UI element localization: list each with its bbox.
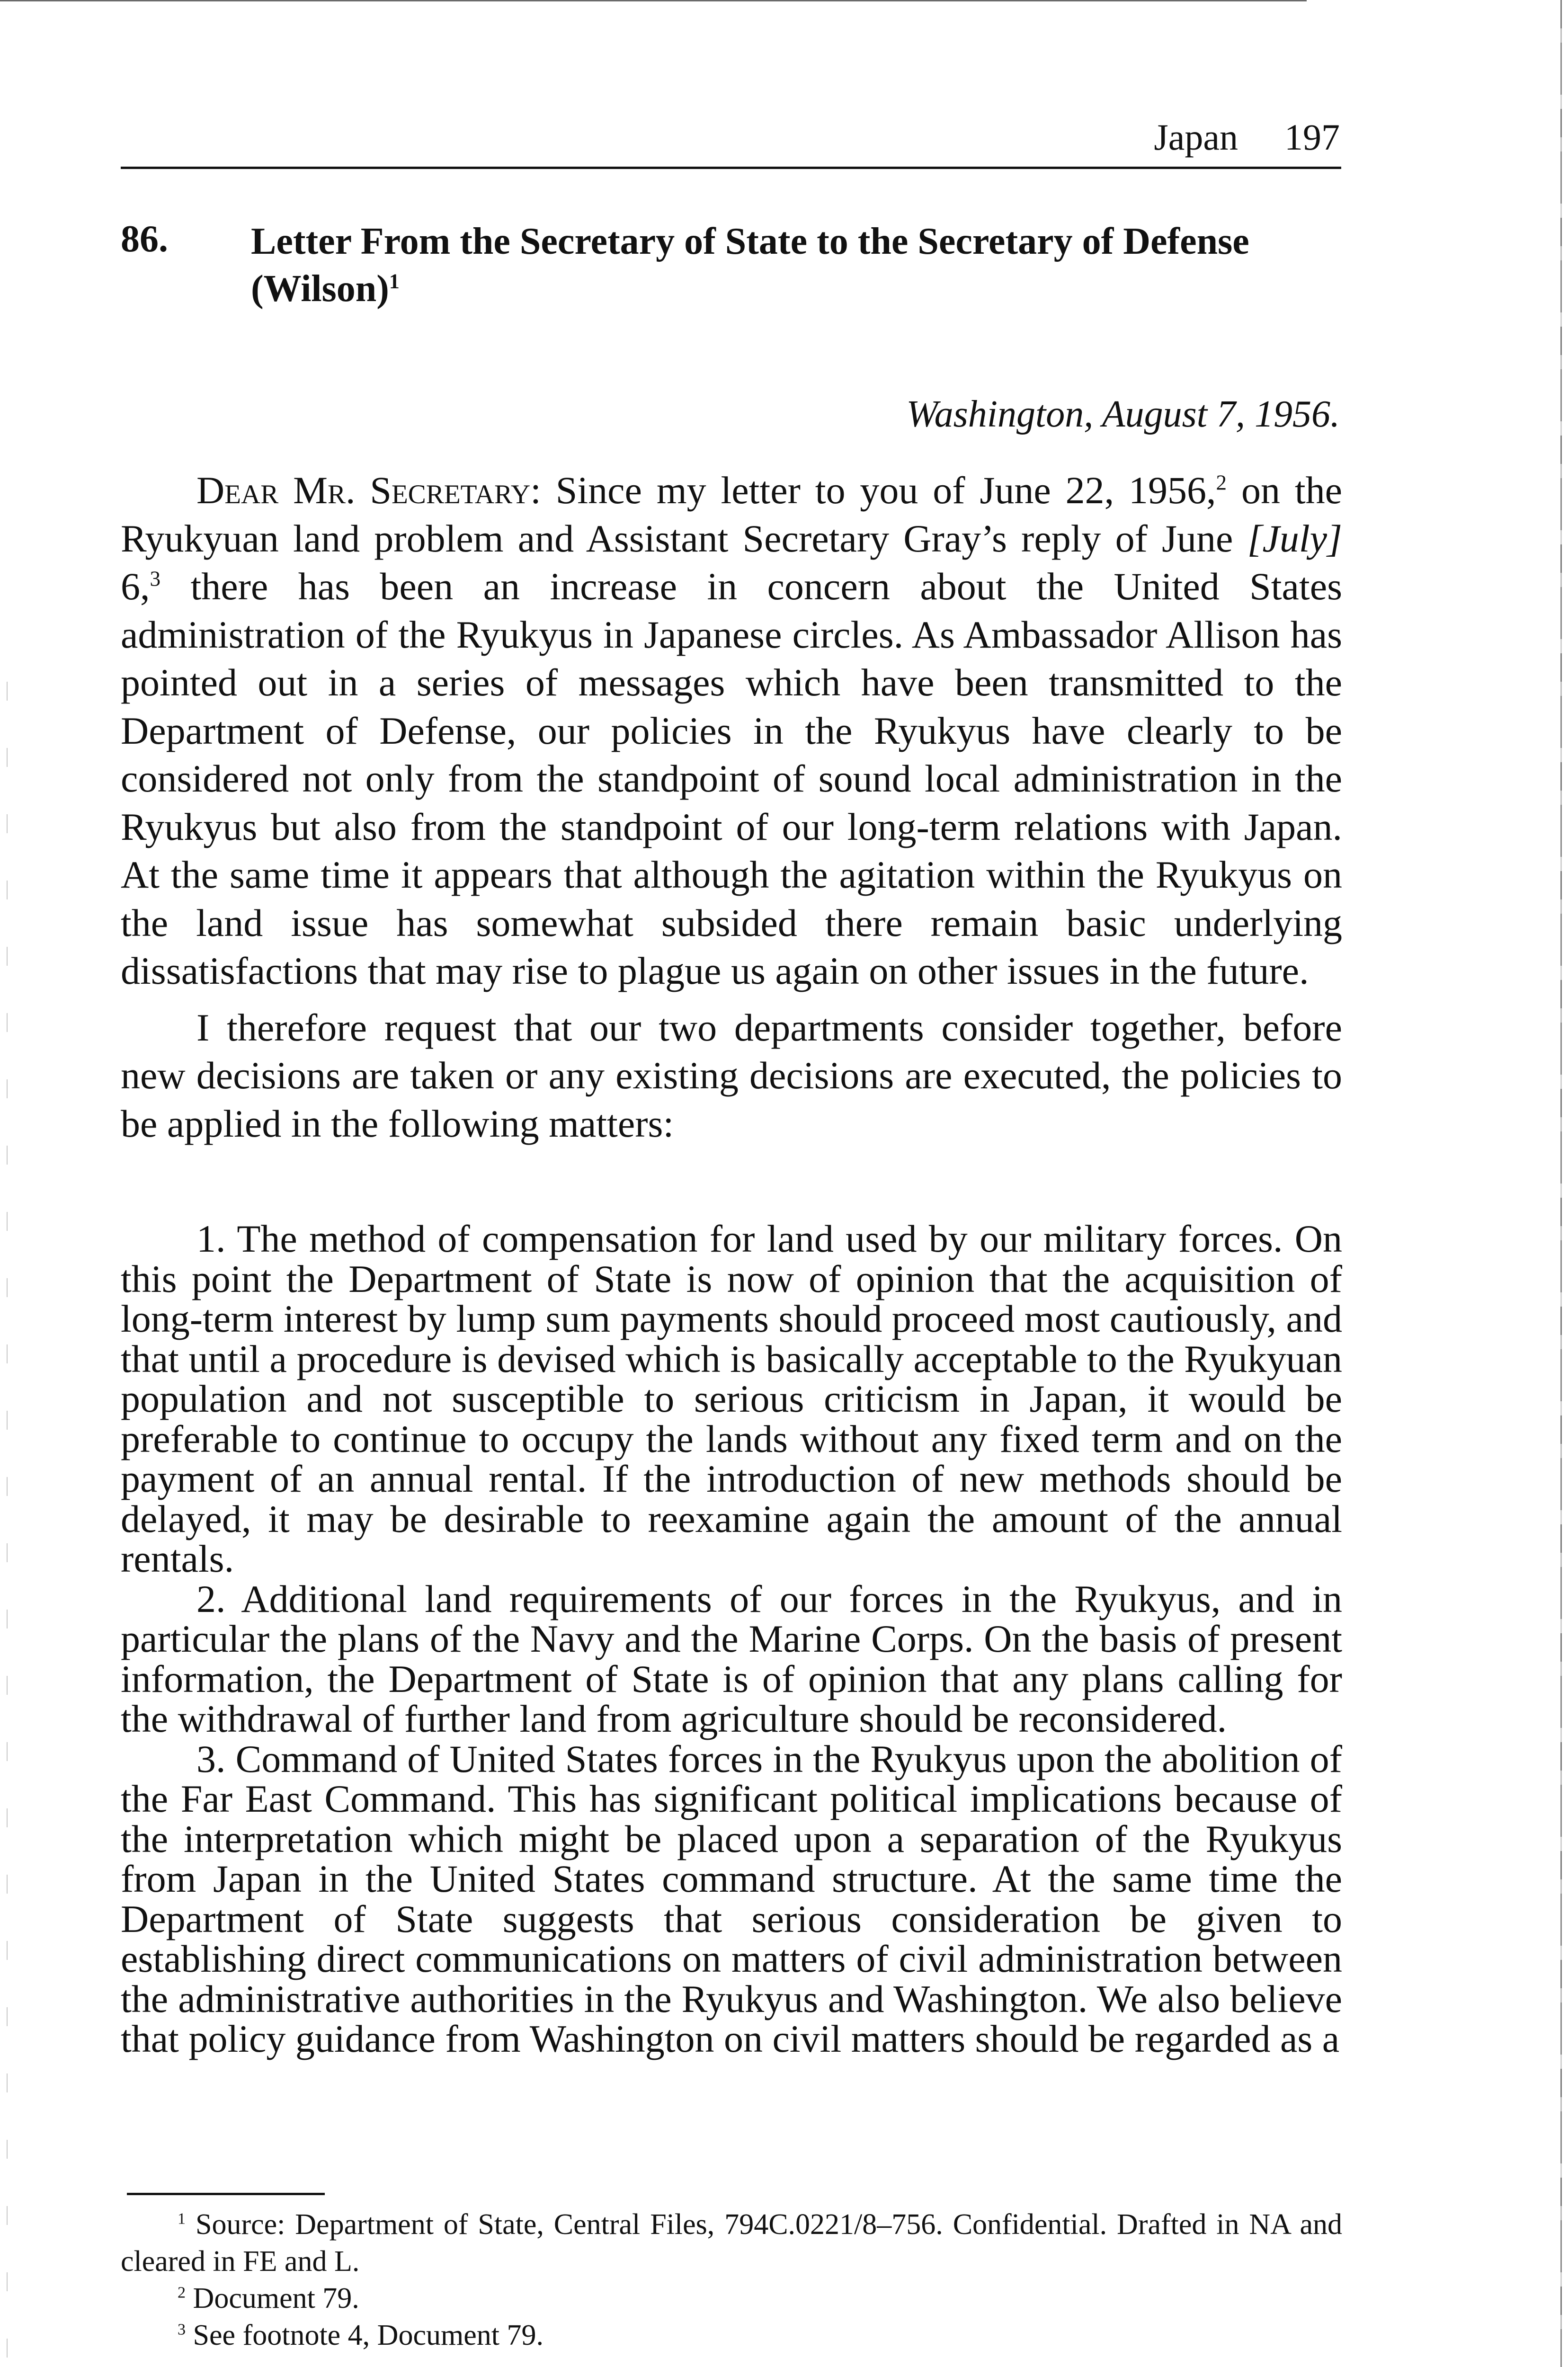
paragraph-1-text-a: Since my letter to you of June 22, 1956, [541, 469, 1216, 512]
footnote-mark: 3 [178, 2321, 186, 2339]
scan-edge-top [0, 0, 1307, 1]
footnote-2 [121, 2280, 1342, 2317]
footnote-mark: 2 [178, 2284, 186, 2302]
document-number: 86. [121, 218, 168, 260]
footnote-1 [121, 2206, 1342, 2280]
paragraph-1-text-c: 6, [121, 565, 150, 608]
footnote-text: Source: Department of State, Central Files, 794C.0221/8–756. Confidential. Drafted in NA and cleared in FE and L. [121, 2208, 1343, 2278]
bracketed-date: [July] [1247, 516, 1342, 560]
header-rule [121, 167, 1341, 169]
paragraph-1-text-b: on the Ryukyuan land problem and Assistant Secretary Gray’s reply of June [121, 469, 1342, 560]
footnote-mark: 1 [178, 2210, 186, 2228]
scan-edge-left [7, 682, 8, 2367]
list-item: 2. Additional land requirements of our forces in the Ryukyus, and in particular the plans of the Navy and the Marine Corps. On the basis of present information, the Department of State is of opinion that any plans calling for the withdrawal of further land from agriculture should be reconsidered. [121, 1577, 1342, 1740]
page-number: 197 [1284, 116, 1340, 158]
running-head-section: Japan [1154, 116, 1238, 158]
document-title [251, 218, 1292, 312]
footnote-text: See footnote 4, Document 79. [193, 2319, 543, 2351]
letter-body [121, 466, 1342, 1148]
paragraph-1 [121, 466, 1342, 995]
paragraph-2: I therefore request that our two departments consider together, before new decisions are taken or any existing decisions are executed, the policies to be applied in the following matters: [121, 1006, 1342, 1145]
footnote-3 [121, 2317, 1342, 2354]
salutation: Dear Mr. Secretary: [196, 469, 541, 512]
matters-list [121, 1219, 1342, 2059]
footnote-ref-3: 3 [150, 567, 161, 591]
paragraph-1-text-d: there has been an increase in concern about the United States administration of the Ryukyus in Japanese circles. As Ambassador Allison has pointed out in a series of messages which have been transmitted to the Department of Defense, our policies in the Ryukyus have clearly to be considered not only from the standpoint of sound local administration in the Ryukyus but also from the standpoint of our long-term relations with Japan. At the same time it appears that although the agitation within the Ryukyus on the land issue has somewhat subsided there remain basic underlying dissatisfactions that may rise to plague us again on other issues in the future. [121, 565, 1342, 992]
dateline: Washington, August 7, 1956. [906, 393, 1340, 435]
footnote-rule [127, 2193, 325, 2195]
list-item: 3. Command of United States forces in the Ryukyus upon the abolition of the Far East Command. This has significant political implications because of the interpretation which might be placed upon a separation of the Ryukyus from Japan in the United States command structure. At the same time the Department of State suggests that serious consideration be given to establishing direct communications on matters of civil administration between the administrative authorities in the Ryukyus and Washington. We also believe that policy guidance from Washington on civil matters should be regarded as a [121, 1737, 1342, 2060]
footnote-ref-1: 1 [389, 269, 400, 293]
running-head [121, 116, 1340, 163]
list-item: 1. The method of compensation for land used by our military forces. On this point the Department of State is now of opinion that the acquisition of long-term interest by lump sum payments should proceed most cautiously, and that until a procedure is devised which is basically acceptable to the Ryukyuan population and not susceptible to serious criticism in Japan, it would be preferable to continue to occupy the lands without any fixed term and on the payment of an annual rental. If the introduction of new methods should be delayed, it may be desirable to reexamine again the amount of the annual rentals. [121, 1217, 1342, 1580]
document-title-text: Letter From the Secretary of State to the Secretary of Defense (Wilson) [251, 221, 1249, 310]
footnotes [121, 2206, 1342, 2354]
scan-edge-right [1560, 0, 1562, 2367]
footnote-ref-2: 2 [1216, 471, 1227, 495]
footnote-text: Document 79. [193, 2282, 359, 2314]
